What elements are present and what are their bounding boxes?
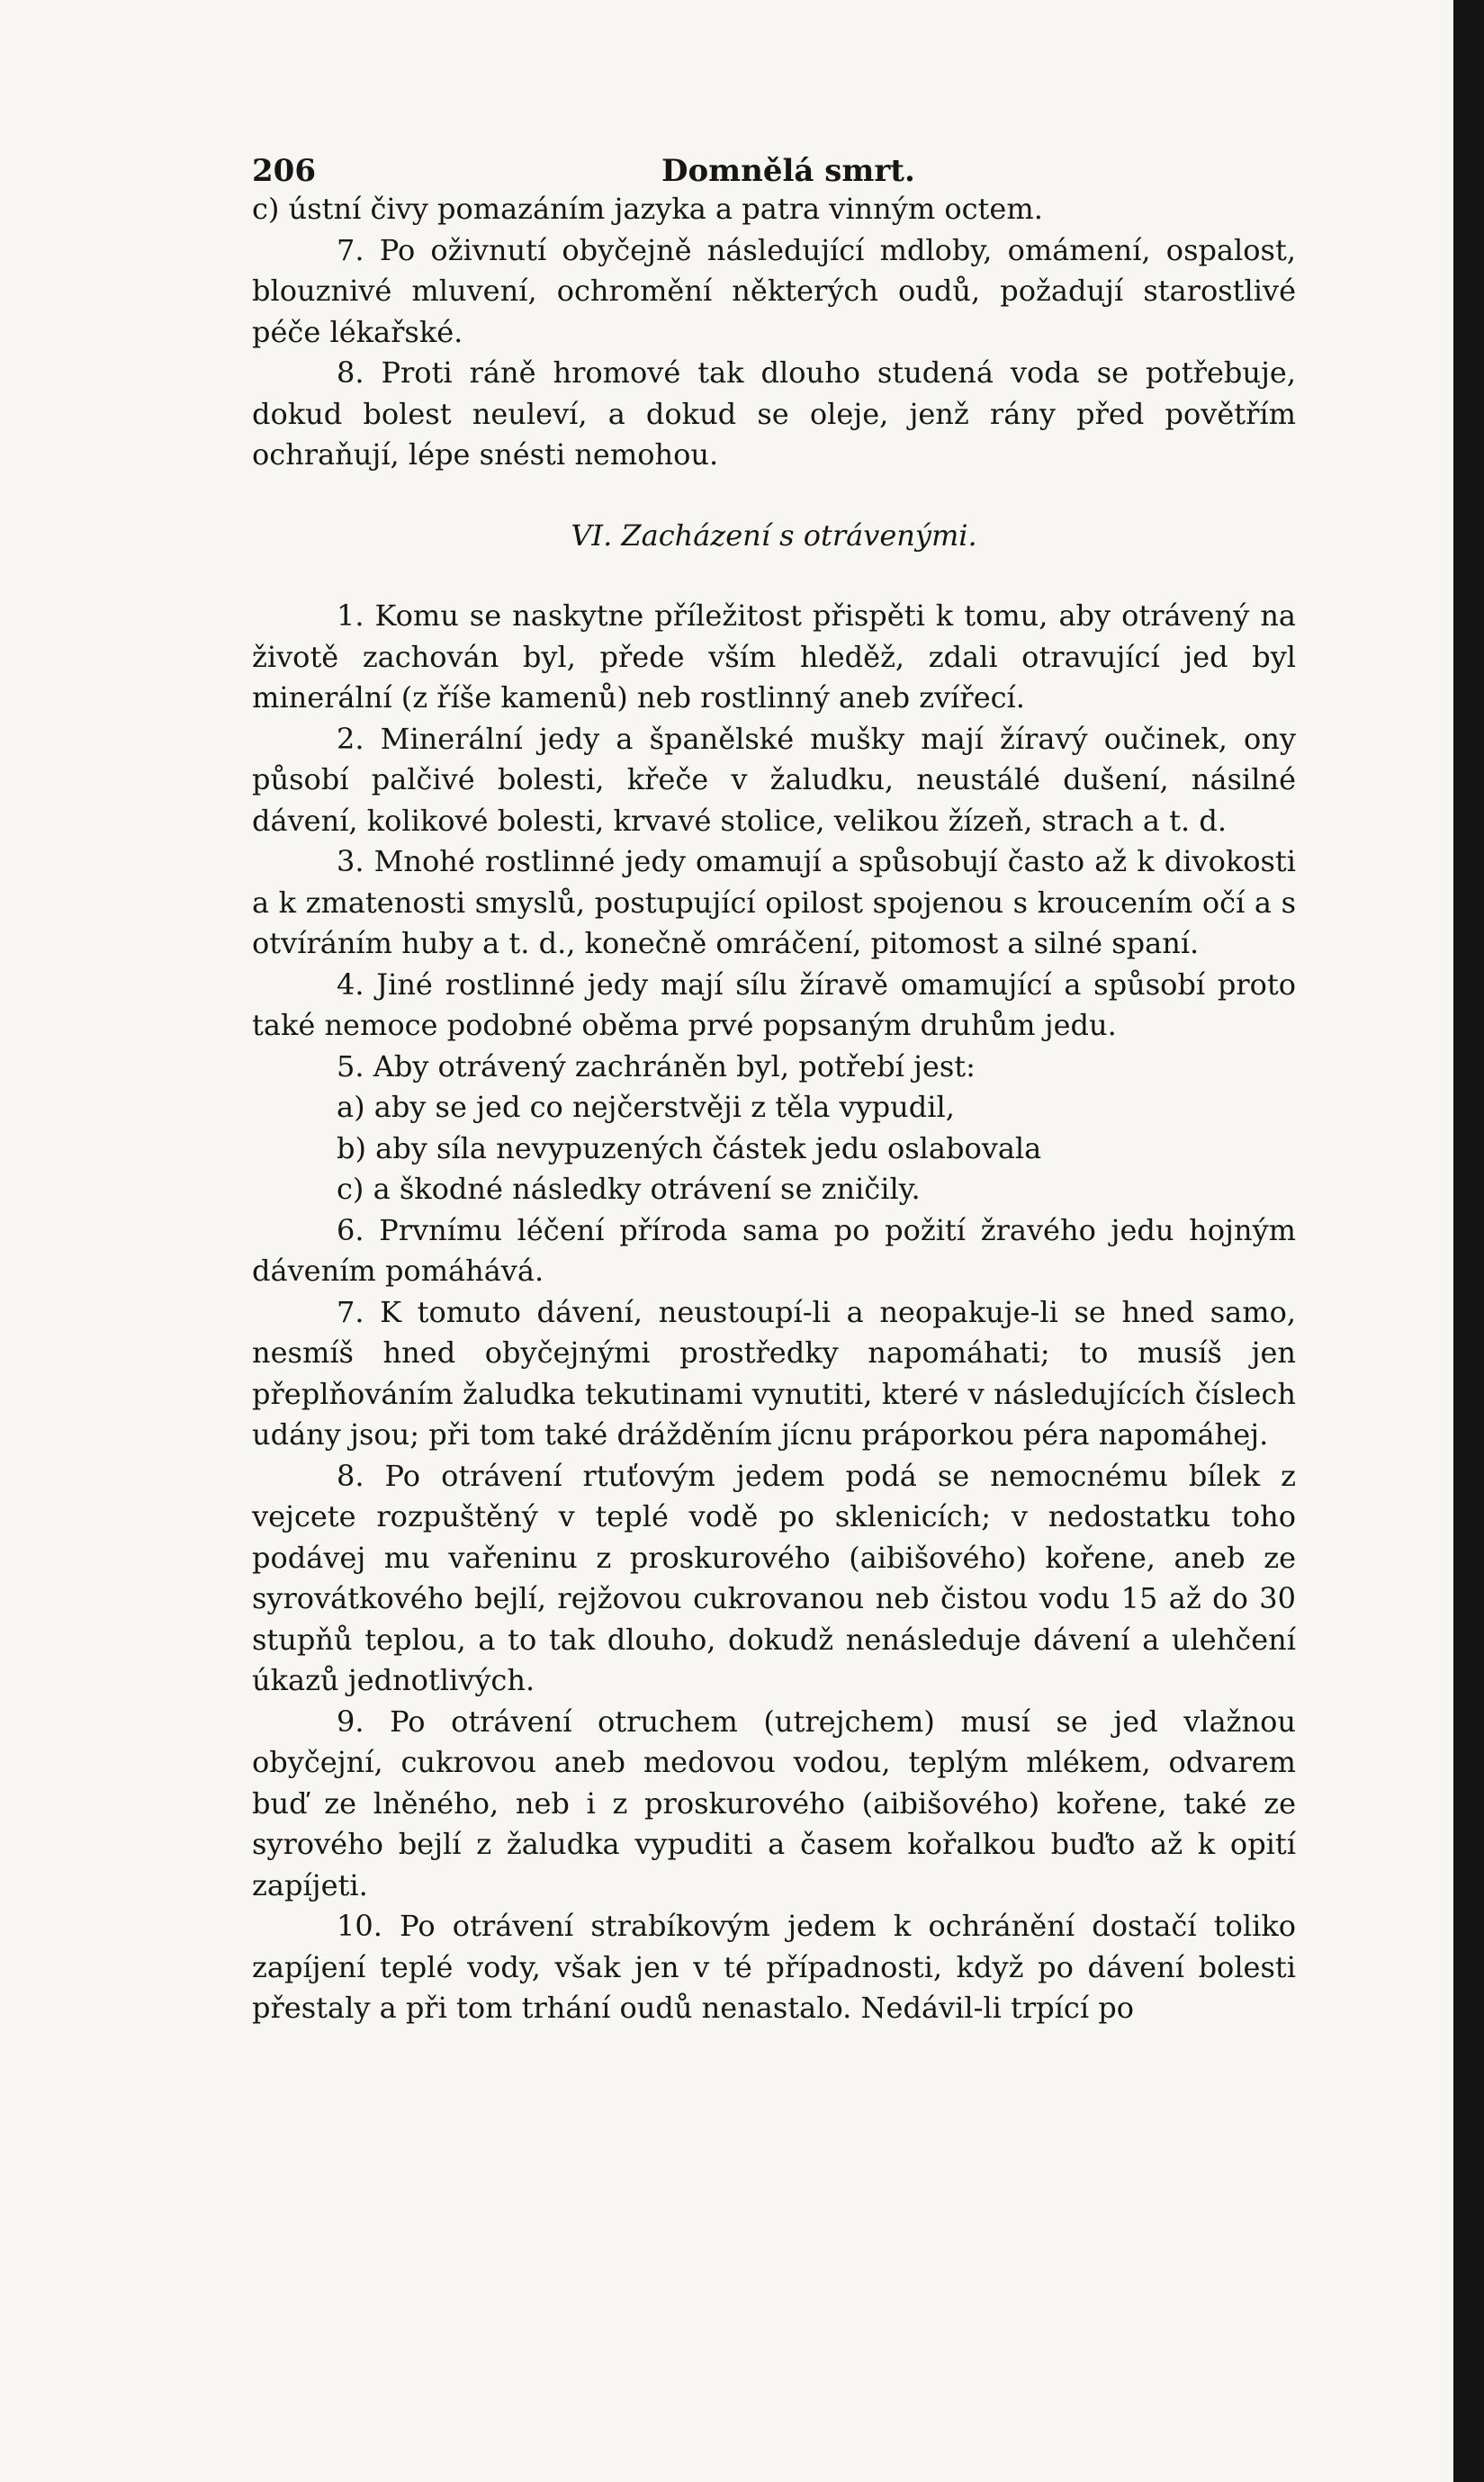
scan-dark-edge (1453, 0, 1484, 2482)
paragraph-item-4: 4. Jiné rostlinné jedy mají sílu žíravě omamující a spůsobí proto také nemoce podobné oběma prvé popsaným druhům jedu. (252, 967, 1296, 1042)
paragraph-item-6: 6. Prvnímu léčení příroda sama po požití žravého jedu hojným dávením pomáhává. (252, 1212, 1296, 1288)
paragraph-item-1: 1. Komu se naskytne příležitost přispěti k tomu, aby otrávený na životě zachován byl, přede vším hleděž, zdali otravující jed byl minerální (z říše kamenů) neb rostlinný aneb zvířecí. (252, 598, 1296, 715)
paragraph-item-8b: 8. Po otrávení rtuťovým jedem podá se nemocnému bílek z vejcete rozpuštěný v teplé vodě po sklenicích; v nedostatku toho podávej mu vařeninu z proskurového (aibišového) kořene, aneb ze syrovátkového bejlí, rejžovou cukrovanou neb čistou vodu 15 až do 30 stupňů teplou, a to tak dlouho, dokudž nenásleduje dávení a ulehčení úkazů jednotlivých. (252, 1458, 1296, 1697)
paragraph-item-7: 7. Po oživnutí obyčejně následující mdloby, omámení, ospalost, blouznivé mluvení, ochromění některých oudů, požadují starostlivé péče lékařské. (252, 232, 1296, 349)
paragraph-item-2: 2. Minerální jedy a španělské mušky mají žíravý oučinek, ony působí palčivé bolesti, křeče v žaludku, neustálé dušení, násilné dávení, kolikové bolesti, krvavé stolice, velikou žízeň, strach a t. d. (252, 721, 1296, 838)
sub-item-a: a) aby se jed co nejčerstvěji z těla vypudil, (337, 1090, 955, 1124)
text-block (252, 126, 1296, 2029)
sub-item-b: b) aby síla nevypuzených částek jedu oslabovala (337, 1130, 1042, 1165)
running-head (252, 126, 1296, 189)
section-heading: VI. Zacházení s otrávenými. (571, 517, 977, 553)
paragraph-item-7b: 7. K tomuto dávení, neustoupí-li a neopakuje-li se hned samo, nesmíš hned obyčejnými prostředky napomáhati; to musíš jen přeplňováním žaludka tekutinami vynutiti, které v následujících číslech udány jsou; při tom také drážděním jícnu práporkou péra napomáhej. (252, 1294, 1296, 1452)
paragraph-item-10: 10. Po otrávení strabíkovým jedem k ochránění dostačí toliko zapíjení teplé vody, však jen v té případnosti, když po dávení bolesti přestaly a při tom trhání oudů nenastalo. Nedávil-li trpící po (252, 1909, 1296, 2025)
paragraph-item-5: 5. Aby otrávený zachráněn byl, potřebí jest: (337, 1048, 976, 1084)
running-title: Domnělá smrt. (661, 153, 915, 189)
paragraph-continuation: c) ústní čivy pomazáním jazyka a patra vinným octem. (252, 192, 1043, 226)
page-number: 206 (252, 153, 316, 189)
paragraph-item-3: 3. Mnohé rostlinné jedy omamují a spůsobují často až k divokosti a k zmatenosti smyslů, postupující opilost spojenou s kroucením očí a s otvíráním huby a t. d., konečně omráčení, pitomost a silné spaní. (252, 844, 1296, 960)
paragraph-item-9: 9. Po otrávení otruchem (utrejchem) musí se jed vlažnou obyčejní, cukrovou aneb medovou vodou, teplým mlékem, odvarem buď ze lněného, neb i z proskurového (aibišového) kořene, také ze syrového bejlí z žaludka vypuditi a časem kořalkou buďto až k opití zapíjeti. (252, 1704, 1296, 1902)
sub-item-c: c) a škodné následky otrávení se zničily. (337, 1172, 921, 1206)
paragraph-item-8: 8. Proti ráně hromové tak dlouho studená voda se potřebuje, dokud bolest neuleví, a dokud se oleje, jenž rány před povětřím ochraňují, lépe snésti nemohou. (252, 355, 1296, 472)
